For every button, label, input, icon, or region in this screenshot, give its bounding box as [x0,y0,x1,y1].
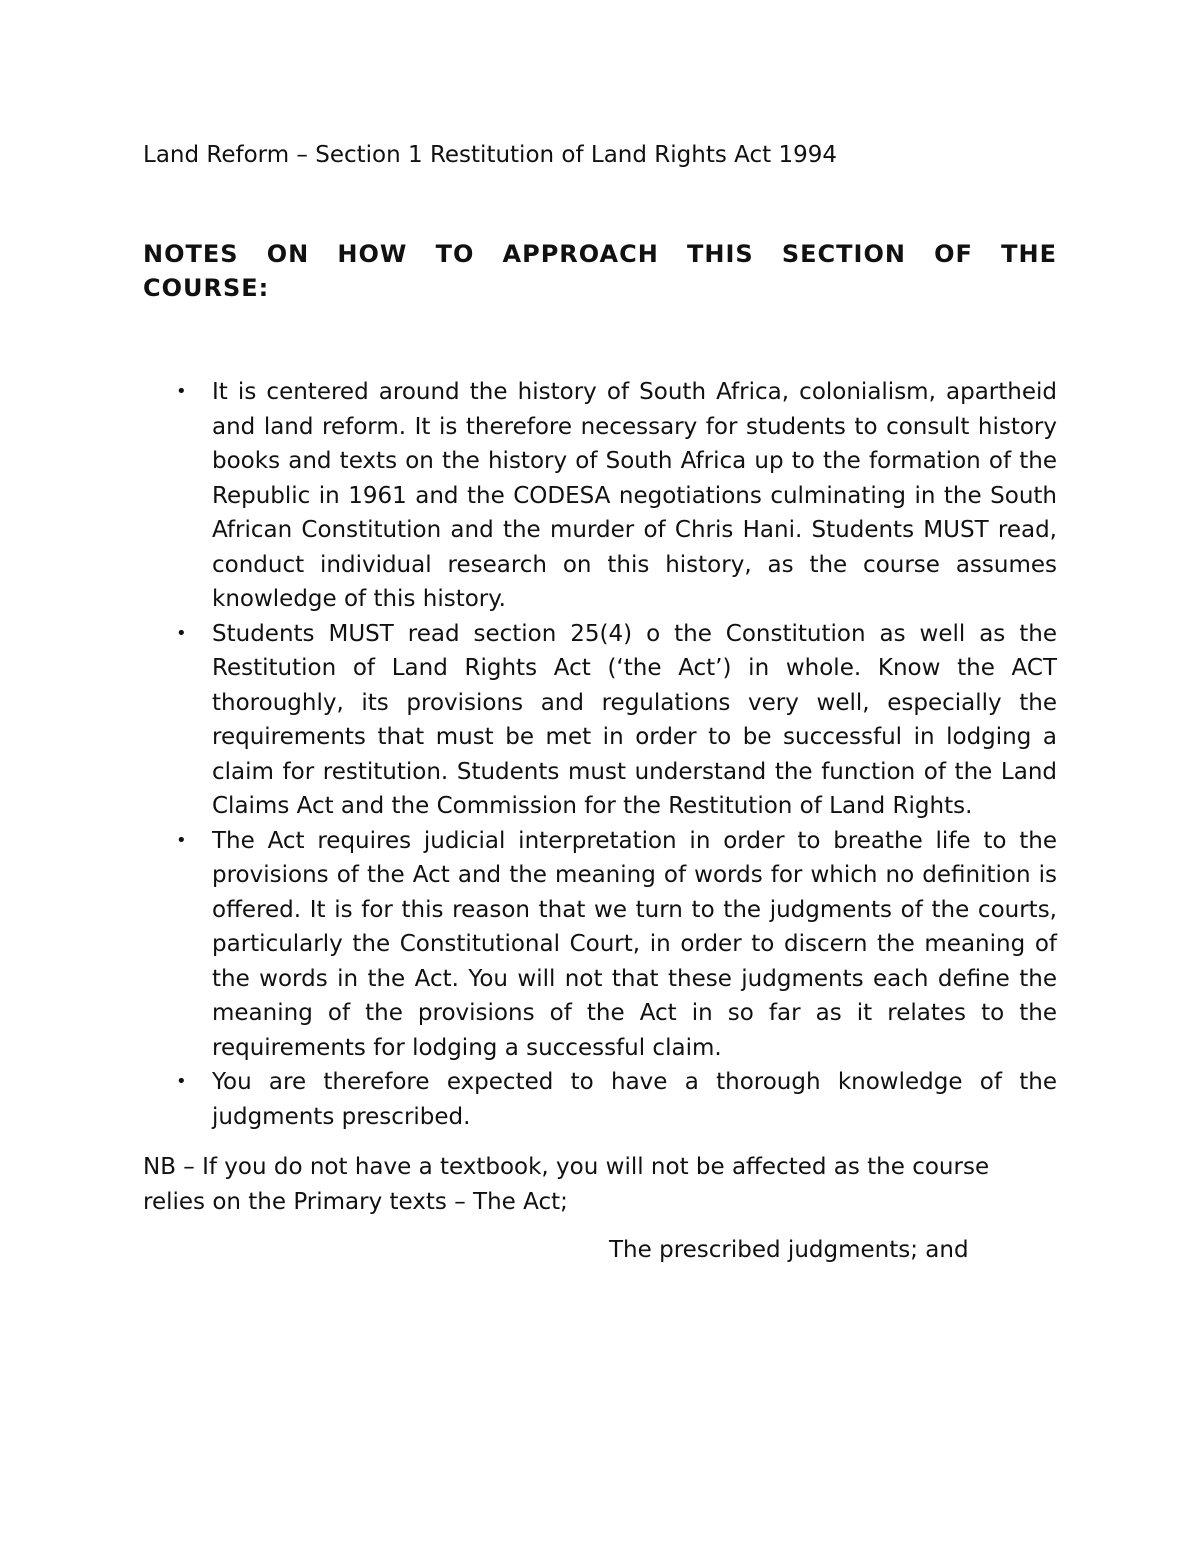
section-heading: NOTES ON HOW TO APPROACH THIS SECTION OF THE COURSE: [143,240,1057,302]
document-title: Land Reform – Section 1 Restitution of Land Rights Act 1994 [143,142,837,168]
list-item-text: You are therefore expected to have a thorough knowledge of the judgments prescribed. [212,1069,1057,1130]
document-page [143,138,1057,1268]
bullet-icon: • [176,622,187,644]
list-item-text: The Act requires judicial interpretation in order to breathe life to the provisions of the Act and the meaning of words for which no definition is offered. It is for this reason that we turn to the judgments of the courts, particularly the Constitutional Court, in order to discern the meaning of the words in the Act. You will not that these judgments each define the meaning of the provisions of the Act in so far as it relates to the requirements for lodging a successful claim. [212,827,1057,1061]
bullet-icon: • [176,1071,187,1092]
bullet-icon: • [176,381,187,402]
nb-paragraph: NB – If you do not have a textbook, you will not be affected as the course relies on the Primary texts – The Act; [143,1154,990,1215]
list-item [143,617,1057,824]
list-item-text: Students MUST read section 25(4) o the Constitution as well as the Restitution of Land Rights Act (‘the Act’) in whole. Know the ACT thoroughly, its provisions and regulations very well, especially the requirements that must be met in order to be successful in lodging a claim for restitution. Students must understand the function of the Land Claims Act and the Commission for the Restitution of Land Rights. [212,620,1057,819]
notes-list [143,375,1057,1134]
list-item [143,375,1057,617]
list-item [143,1065,1057,1134]
list-item-text: It is centered around the history of South Africa, colonialism, apartheid and land reform. It is therefore necessary for students to consult history books and texts on the history of South Africa up to the formation of the Republic in 1961 and the CODESA negotiations culminating in the South African Constitution and the murder of Chris Hani. Students MUST read, conduct individual research on this history, as the course assumes knowledge of this history. [212,379,1057,612]
bullet-icon: • [176,829,187,851]
indented-line: The prescribed judgments; and [609,1237,969,1263]
list-item [143,824,1057,1066]
